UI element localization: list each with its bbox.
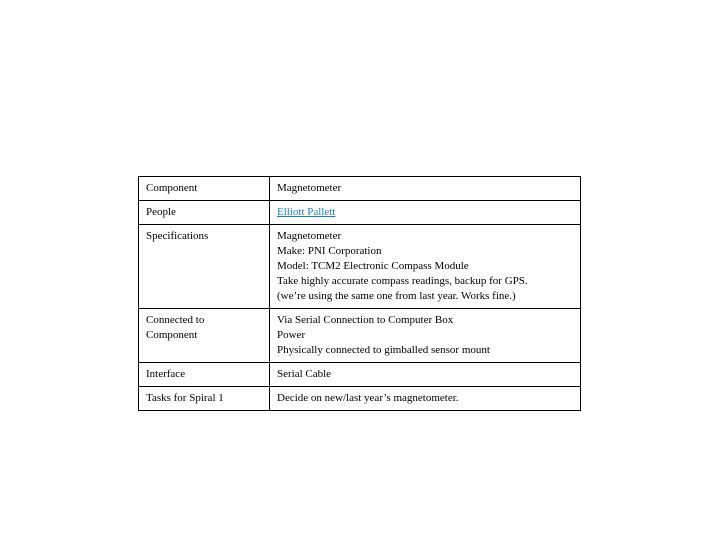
component-spec-table <box>138 176 581 411</box>
connected-label-line: Component <box>146 329 198 341</box>
table-row-tasks <box>139 387 581 411</box>
table-row-interface <box>139 363 581 387</box>
component-value: Magnetometer <box>270 177 581 201</box>
interface-label: Interface <box>139 363 270 387</box>
spec-line: (we’re using the same one from last year. Works fine.) <box>277 290 516 302</box>
person-link[interactable]: Elliott Pallett <box>277 206 336 218</box>
tasks-label: Tasks for Spiral 1 <box>139 387 270 411</box>
interface-value: Serial Cable <box>270 363 581 387</box>
table-row-component <box>139 177 581 201</box>
connection-line: Power <box>277 329 306 341</box>
specifications-label: Specifications <box>139 225 270 309</box>
spec-line: Model: TCM2 Electronic Compass Module <box>277 260 469 272</box>
people-label: People <box>139 201 270 225</box>
spec-line: Make: PNI Corporation <box>277 245 382 257</box>
table-row-people <box>139 201 581 225</box>
table-row-specifications <box>139 225 581 309</box>
table-row-connected <box>139 309 581 363</box>
connected-value <box>270 309 581 363</box>
component-label: Component <box>139 177 270 201</box>
spec-line: Magnetometer <box>277 230 342 242</box>
spec-line: Take highly accurate compass readings, backup for GPS. <box>277 275 528 287</box>
specifications-value <box>270 225 581 309</box>
connected-label <box>139 309 270 363</box>
connection-line: Via Serial Connection to Computer Box <box>277 314 454 326</box>
connected-label-line: Connected to <box>146 314 205 326</box>
people-cell <box>270 201 581 225</box>
connection-line: Physically connected to gimballed sensor mount <box>277 344 490 356</box>
tasks-value: Decide on new/last year’s magnetometer. <box>270 387 581 411</box>
